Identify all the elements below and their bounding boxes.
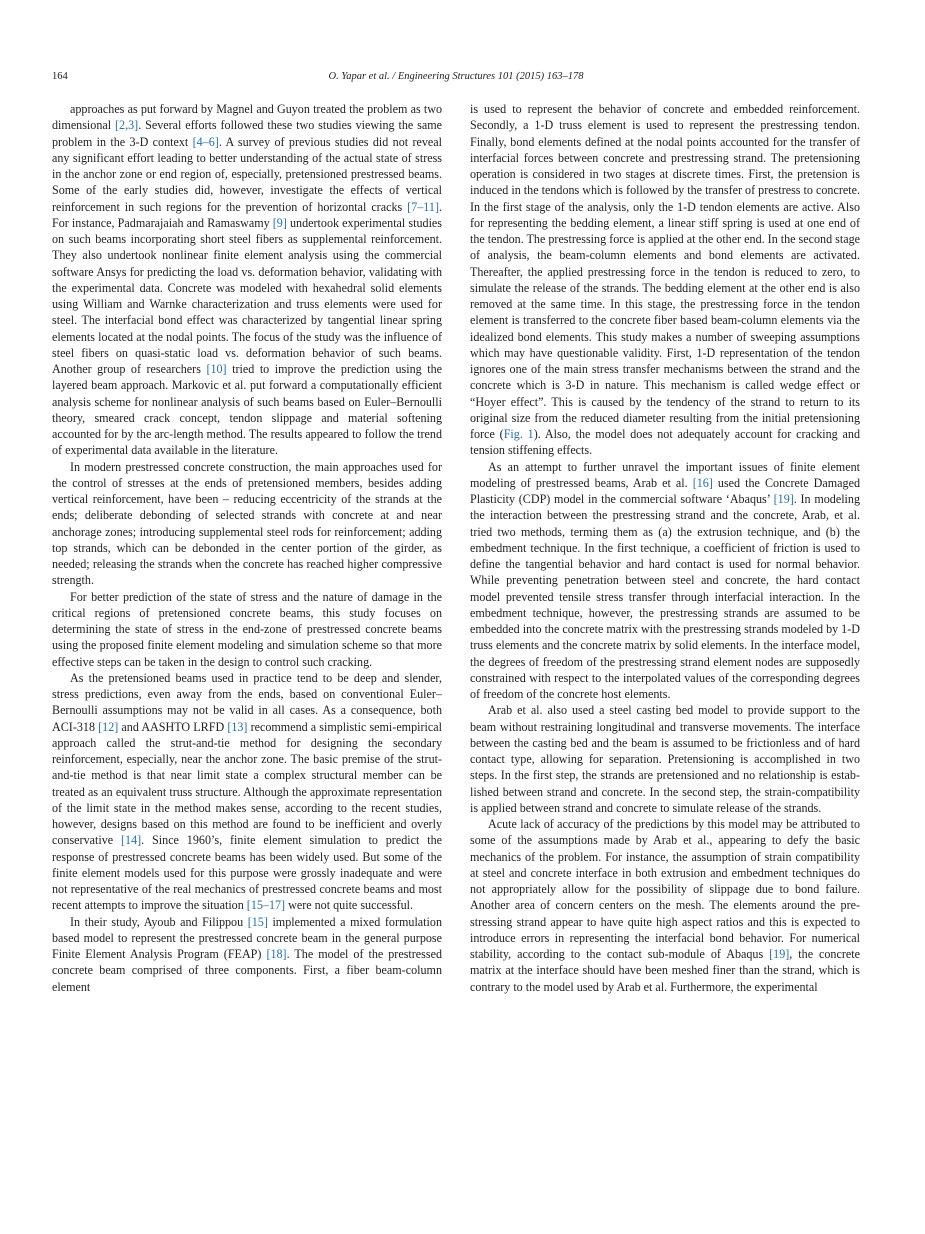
text-span: and AASHTO LRFD bbox=[118, 719, 228, 734]
citation-link[interactable]: [10] bbox=[206, 362, 227, 376]
left-column bbox=[52, 101, 442, 995]
right-column bbox=[470, 101, 860, 995]
text-span: approaches as put forward by Magnel and Guyon treated the problem as two dimensional bbox=[52, 102, 442, 133]
text-span: In their study, Ayoub and Filippou bbox=[70, 914, 248, 929]
paragraph bbox=[470, 459, 860, 703]
paragraph bbox=[52, 101, 442, 459]
text-span: used the Concrete Damaged Plasticity (CDP) model in the commercial software ‘Abaqus’ bbox=[470, 475, 860, 506]
running-head: O. Yapar et al. / Engineering Structures 101 (2015) 163–178 bbox=[328, 71, 584, 82]
text-span: is used to represent the behavior of concrete and embedded reinforcement. Secondly, a 1-D truss element is used to represent the prestressing tendon. Finally, bond elements defined at the nodal points accounted for the transfer of interfacial forces between concrete and prestressing strand. The pretensioning operation is considered in two stages at discrete times. First, the pretension is induced in the tendons which is followed by the transfer of prestress to concrete. In the first stage of the analysis, only the 1-D tendon elements are active. Also for representing the bedding element, a linear stiff spring is used at one end of the tendon. The prestressing force is applied at the other end. In the second stage of analysis, the beam-column elements and bond elements are activated. Thereafter, the applied prestressing force in the tendon is reduced to zero, to simulate the release of the strands. The bedding element at the other end is also removed at the same time. In this stage, the prestressing force in the tendon element is transferred to the concrete fiber based beam-column elements via the idealized bond elements. This study makes a number of sweeping assumptions which may have questionable validity. First, 1-D representation of the tendon ignores one of the main stress transfer mechanisms between the strand and the concrete which is 3-D in nature. This mechanism is called wedge effect or “Hoyer effect”. This is caused by the tendency of the strand to return to its original size from the reduced diameter resulting from the initial pretensioning force ( bbox=[470, 102, 861, 441]
citation-link[interactable]: [14] bbox=[121, 833, 142, 848]
paragraph bbox=[52, 459, 442, 589]
citation-link[interactable]: [12] bbox=[98, 719, 119, 734]
citation-link[interactable]: [9] bbox=[272, 215, 287, 230]
text-span: undertook experimental studies on such beams incorporating short steel fibers as supplemental reinforcement. They also undertook nonlinear finite element analysis using the commercial software Ansys for predicting the load vs. deformation behavior, validating with the experimental data. Concrete was modeled with hexahedral solid elements using William and Warnke characterization and truss elements were used for steel. The interfacial bond effect was characterized by tangential linear spring elements located at the nodal points. The focus of the study was the influence of steel fibers on quasi-static load vs. deformation behavior of such beams. Another group of researchers bbox=[52, 215, 442, 376]
text-span: ). Also, the model does not adequately account for cracking and tension stiffening effects. bbox=[470, 427, 860, 458]
citation-link[interactable]: [15–17] bbox=[246, 898, 286, 913]
page-number: 164 bbox=[52, 71, 68, 82]
text-span: . A survey of previous studies did not reveal any significant effort leading to better understanding of the actual state of stress in the anchor zone or end region of, especially, pretensioned prestressed beams. Some of the early studies did, however, investigate the effects of vertical reinforcement in such regions for the prevention of horizontal cracks bbox=[52, 134, 442, 214]
citation-link[interactable]: [15] bbox=[247, 914, 268, 929]
text-span: . Several efforts followed these two studies viewing the same problem in the 3-D context bbox=[52, 118, 442, 149]
text-span: For better prediction of the state of stress and the nature of damage in the critical regions of pretensioned concrete beams, this study focuses on determining the state of stress in the end-zone of prestressed concrete beams using the proposed finite element modeling and simulation scheme so that more effective steps can be taken in the design to control such cracking. bbox=[52, 589, 442, 669]
citation-link[interactable]: [19] bbox=[773, 492, 794, 506]
text-span: Arab et al. also used a steel casting bed model to provide support to the beam without restraining longitudinal and transverse movements. The interface between the casting bed and the beam is assumed to be frictionless and of hard contact type, allowing for separation. Pretensioning is accomplished in two steps. In the first step, the strands are pretensioned and no relationship is established between strand and concrete. In the second step, the strain-compatibility is applied between strand and concrete to simulate release of the strands. bbox=[470, 703, 860, 815]
citation-link[interactable]: [4–6] bbox=[192, 134, 219, 149]
citation-link[interactable]: [19] bbox=[769, 947, 790, 961]
figure-link[interactable]: Fig. 1 bbox=[503, 427, 534, 441]
citation-link[interactable]: [13] bbox=[227, 719, 248, 734]
paragraph bbox=[470, 702, 860, 816]
text-span: . The model of the prestressed concrete beam comprised of three components. First, a fiber beam-column element bbox=[52, 947, 442, 994]
citation-link[interactable]: [7–11] bbox=[407, 199, 439, 214]
paragraph bbox=[52, 670, 442, 914]
citation-link[interactable]: [2,3] bbox=[115, 118, 139, 133]
paragraph bbox=[52, 589, 442, 670]
citation-link[interactable]: [18] bbox=[266, 947, 287, 961]
text-span: As an attempt to further unravel the important issues of finite element modeling of prestressed beams, Arab et al. bbox=[470, 459, 860, 490]
citation-link[interactable]: [16] bbox=[692, 475, 713, 490]
text-span: , the concrete matrix at the interface should have been meshed finer than the strand, which is contrary to the model used by Arab et al. Furthermore, the experimental bbox=[470, 947, 860, 994]
text-span: were not quite successful. bbox=[285, 898, 414, 913]
text-span: As the pretensioned beams used in practice tend to be deep and slender, stress predictions, even away from the ends, based on conventional Euler–Bernoulli assumptions may not be valid in all cases. As a consequence, both ACI-318 bbox=[52, 670, 442, 734]
text-span: recommend a simplistic semi-empirical approach called the strut-and-tie method for designing the secondary reinforcement, especially, near the anchor zone. The basic premise of the strut-and-tie method is that near limit state a complex structural member can be treated as an equivalent truss structure. Although the approximate representation of the limit state in the method makes sense, according to the recent studies, however, designs based on this method are found to be inefficient and overly conservative bbox=[52, 719, 442, 848]
text-span: implemented a mixed formulation based model to represent the prestressed concrete beam in the general purpose Finite Element Analysis Program (FEAP) bbox=[52, 914, 442, 961]
page-header bbox=[52, 71, 860, 87]
text-span: . In modeling the interaction between the prestressing strand and the concrete, Arab, et al. tried two methods, terming them as (a) the extrusion technique, and (b) the embedment technique. In the first technique, a coefficient of friction is used to define the tangential behavior and hard contact is used for normal behavior. While preventing penetration between steel and concrete, the hard contact model prevented tensile stress transfer through interfacial interaction. In the embedment technique, however, the prestressing strands are assumed to be embedded into the concrete matrix with the prestressing strands modeled by 1-D truss elements and the concrete matrix by solid elements. In the interface model, the degrees of freedom of the prestressing strand element nodes are supposedly constrained with respect to the interpolated values of the corresponding degrees of freedom of the concrete host elements. bbox=[470, 492, 861, 701]
paragraph bbox=[52, 914, 442, 995]
text-span: tried to improve the prediction using the layered beam approach. Markovic et al. put forward a computationally efficient analysis scheme for nonlinear analysis of such beams based on Euler–Bernoulli theory, smeared crack concept, tendon slippage and material softening accounted for by the arc-length method. The results appeared to follow the trend of experimental data available in the literature. bbox=[52, 362, 442, 458]
text-span: In modern prestressed concrete construction, the main approaches used for the control of stresses at the ends of pretensioned members, besides adding vertical reinforcement, have been – reducing eccentricity of the strands at the ends; deliberate debonding of selected strands with concrete at and near anchorage zones; introducing supplemental steel rods for reinforcement; adding top strands, which can be debonded in the center portion of the girder, as needed; releasing the strands when the concrete has reached higher compressive strength. bbox=[52, 459, 442, 588]
paragraph bbox=[470, 101, 860, 459]
text-span: . Since 1960’s, finite element simulation to predict the response of prestressed concrete beams has been widely used. But some of the finite element models used for this purpose were grossly inadequate and were not representative of the real mechanics of prestressed concrete beams and most recent attempts to improve the situation bbox=[52, 833, 442, 913]
text-span: Acute lack of accuracy of the predictions by this model may be attributed to some of the assumptions made by Arab et al., appearing to defy the basic mechanics of the problem. For instance, the assumption of strain compatibility at steel and concrete interface in both extrusion and embedment techniques do not appropriately allow for the possibility of slippage due to bond failure. Another area of concern centers on the mesh. The elements around the prestressing strand appear to have quite high aspect ratios and this is expected to introduce errors in representing the interfacial bond behavior. For numerical stability, according to the contact sub-module of Abaqus bbox=[470, 817, 860, 961]
paragraph bbox=[470, 816, 860, 995]
text-span: . For instance, Padmarajaiah and Ramaswamy bbox=[52, 199, 442, 230]
